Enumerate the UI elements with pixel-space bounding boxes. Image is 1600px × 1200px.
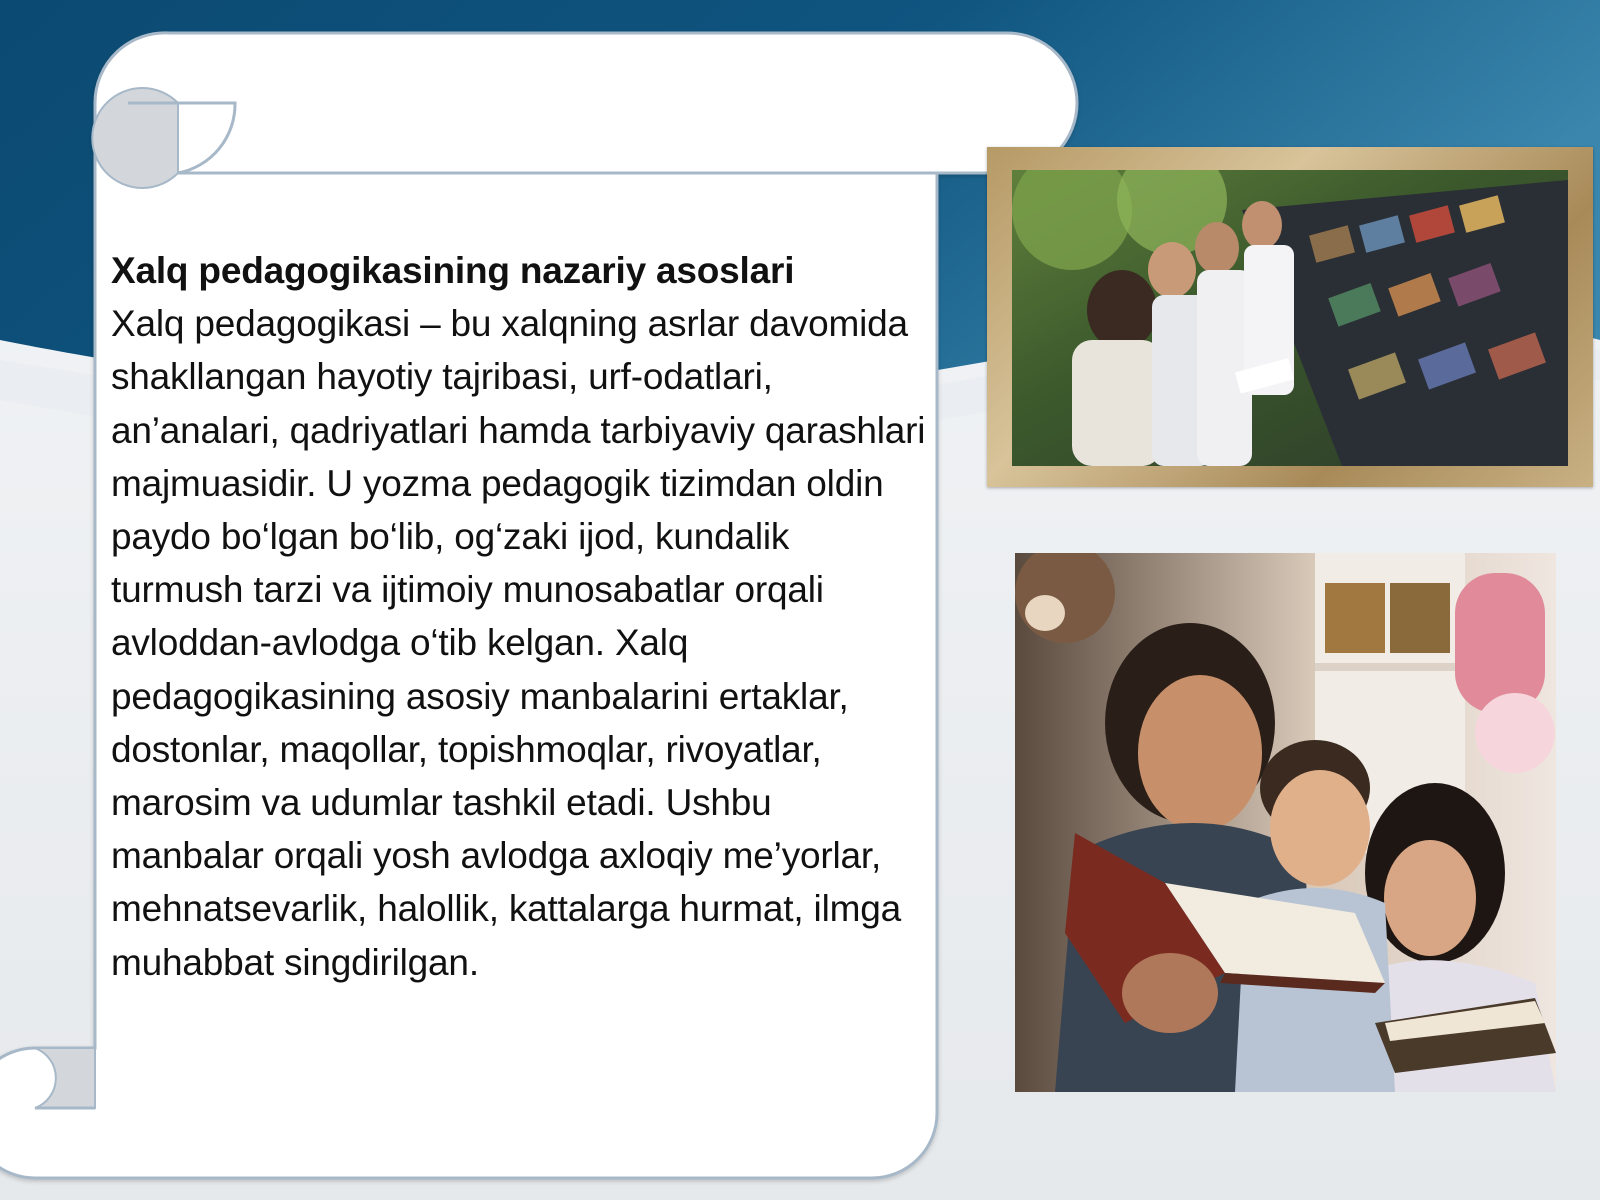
photo-book-fair: [1012, 170, 1568, 466]
slide-body-text: Xalq pedagogikasi – bu xalqning asrlar davomida shakllangan hayotiy tajribasi, urf-odatlari, an’analari, qadriyatlari hamda tarbiyaviy qarashlari majmuasidir. U yozma pedagogik tizimdan oldin paydo bo‘lgan bo‘lib, og‘zaki ijod, kundalik turmush tarzi va ijtimoiy munosabatlar orqali avloddan-avlodga o‘tib kelgan. Xalq pedagogikasining asosiy manbalarini ertaklar, dostonlar, maqollar, topishmoqlar, rivoyatlar, marosim va udumlar tashkil etadi. Ushbu manbalar orqali yosh avlodga axloqiy me’yorlar, mehnatsevarlik, halollik, kattalarga hurmat, ilmga muhabbat singdirilgan.: [111, 303, 926, 983]
slide-title: Xalq pedagogikasining nazariy asoslari: [111, 250, 795, 291]
slide-text-block: [111, 244, 931, 989]
photo-family-reading: [1015, 553, 1556, 1092]
